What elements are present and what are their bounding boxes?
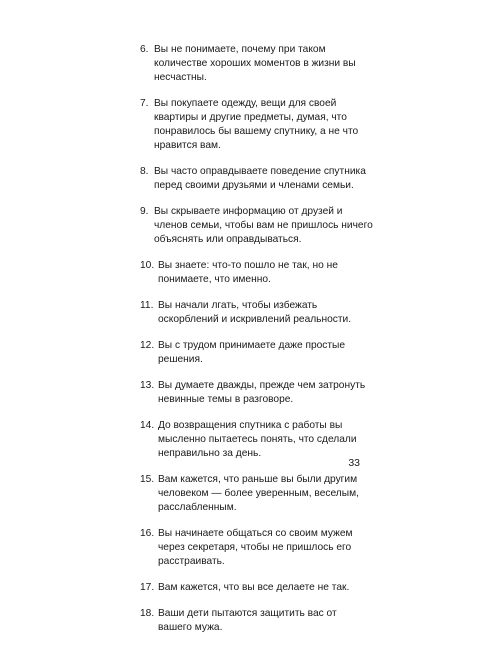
list-item bbox=[140, 205, 373, 247]
list-item bbox=[140, 419, 373, 461]
list-item bbox=[140, 527, 373, 569]
list-item-number: 14. bbox=[140, 420, 155, 431]
list-item bbox=[140, 473, 373, 515]
list-item bbox=[140, 581, 373, 595]
list-item-text: Вы начинаете общаться со своим мужем через секретаря, чтобы не пришлось его расстраивать. bbox=[158, 528, 353, 567]
list-item-number: 7. bbox=[140, 98, 149, 109]
list-item-text: Вы думаете дважды, прежде чем затронуть невинные темы в разговоре. bbox=[158, 380, 366, 405]
list-item-text: Вы знаете: что-то пошло не так, но не понимаете, что именно. bbox=[158, 260, 338, 285]
list-item-text: Вы начали лгать, чтобы избежать оскорблений и искривлений реальности. bbox=[158, 300, 352, 325]
list-item-number: 16. bbox=[140, 528, 155, 539]
list-item-text: Вам кажется, что раньше вы были другим человеком — более уверенным, веселым, расслабленным. bbox=[158, 474, 359, 513]
list-item-number: 13. bbox=[140, 380, 155, 391]
list-item-text: До возвращения спутника с работы вы мысленно пытаетесь понять, что сделали неправильно за день. bbox=[158, 420, 357, 459]
list-item-text: Вы с трудом принимаете даже простые решения. bbox=[158, 340, 346, 365]
list-item bbox=[140, 339, 373, 367]
list-item-number: 12. bbox=[140, 340, 155, 351]
list-item bbox=[140, 165, 373, 193]
page-number: 33 bbox=[348, 457, 360, 469]
list-item bbox=[140, 379, 373, 407]
list-item-text: Вы покупаете одежду, вещи для своей квартиры и другие предметы, думая, что понравилось бы вашему спутнику, а не что нравится вам. bbox=[154, 98, 359, 151]
list-item-text: Вы не понимаете, почему при таком количестве хороших моментов в жизни вы несчастны. bbox=[154, 44, 356, 83]
list-item-text: Вы скрываете информацию от друзей и членов семьи, чтобы вам не пришлось ничего объяснять или оправдываться. bbox=[154, 206, 373, 245]
symptom-list bbox=[140, 43, 373, 647]
list-item-number: 18. bbox=[140, 608, 155, 619]
list-item-number: 15. bbox=[140, 474, 155, 485]
list-item-text: Вы часто оправдываете поведение спутника перед своими друзьями и членами семьи. bbox=[154, 166, 366, 191]
list-item bbox=[140, 299, 373, 327]
list-item bbox=[140, 97, 373, 153]
list-item bbox=[140, 607, 373, 635]
list-item-number: 17. bbox=[140, 582, 155, 593]
list-item-text: Вам кажется, что вы все делаете не так. bbox=[158, 582, 350, 593]
list-item-number: 10. bbox=[140, 260, 155, 271]
list-item-number: 11. bbox=[140, 300, 154, 311]
list-item bbox=[140, 259, 373, 287]
list-item-number: 6. bbox=[140, 44, 149, 55]
list-item-text: Ваши дети пытаются защитить вас от вашего мужа. bbox=[158, 608, 337, 633]
list-item-number: 9. bbox=[140, 206, 149, 217]
list-item bbox=[140, 43, 373, 85]
list-item-number: 8. bbox=[140, 166, 149, 177]
